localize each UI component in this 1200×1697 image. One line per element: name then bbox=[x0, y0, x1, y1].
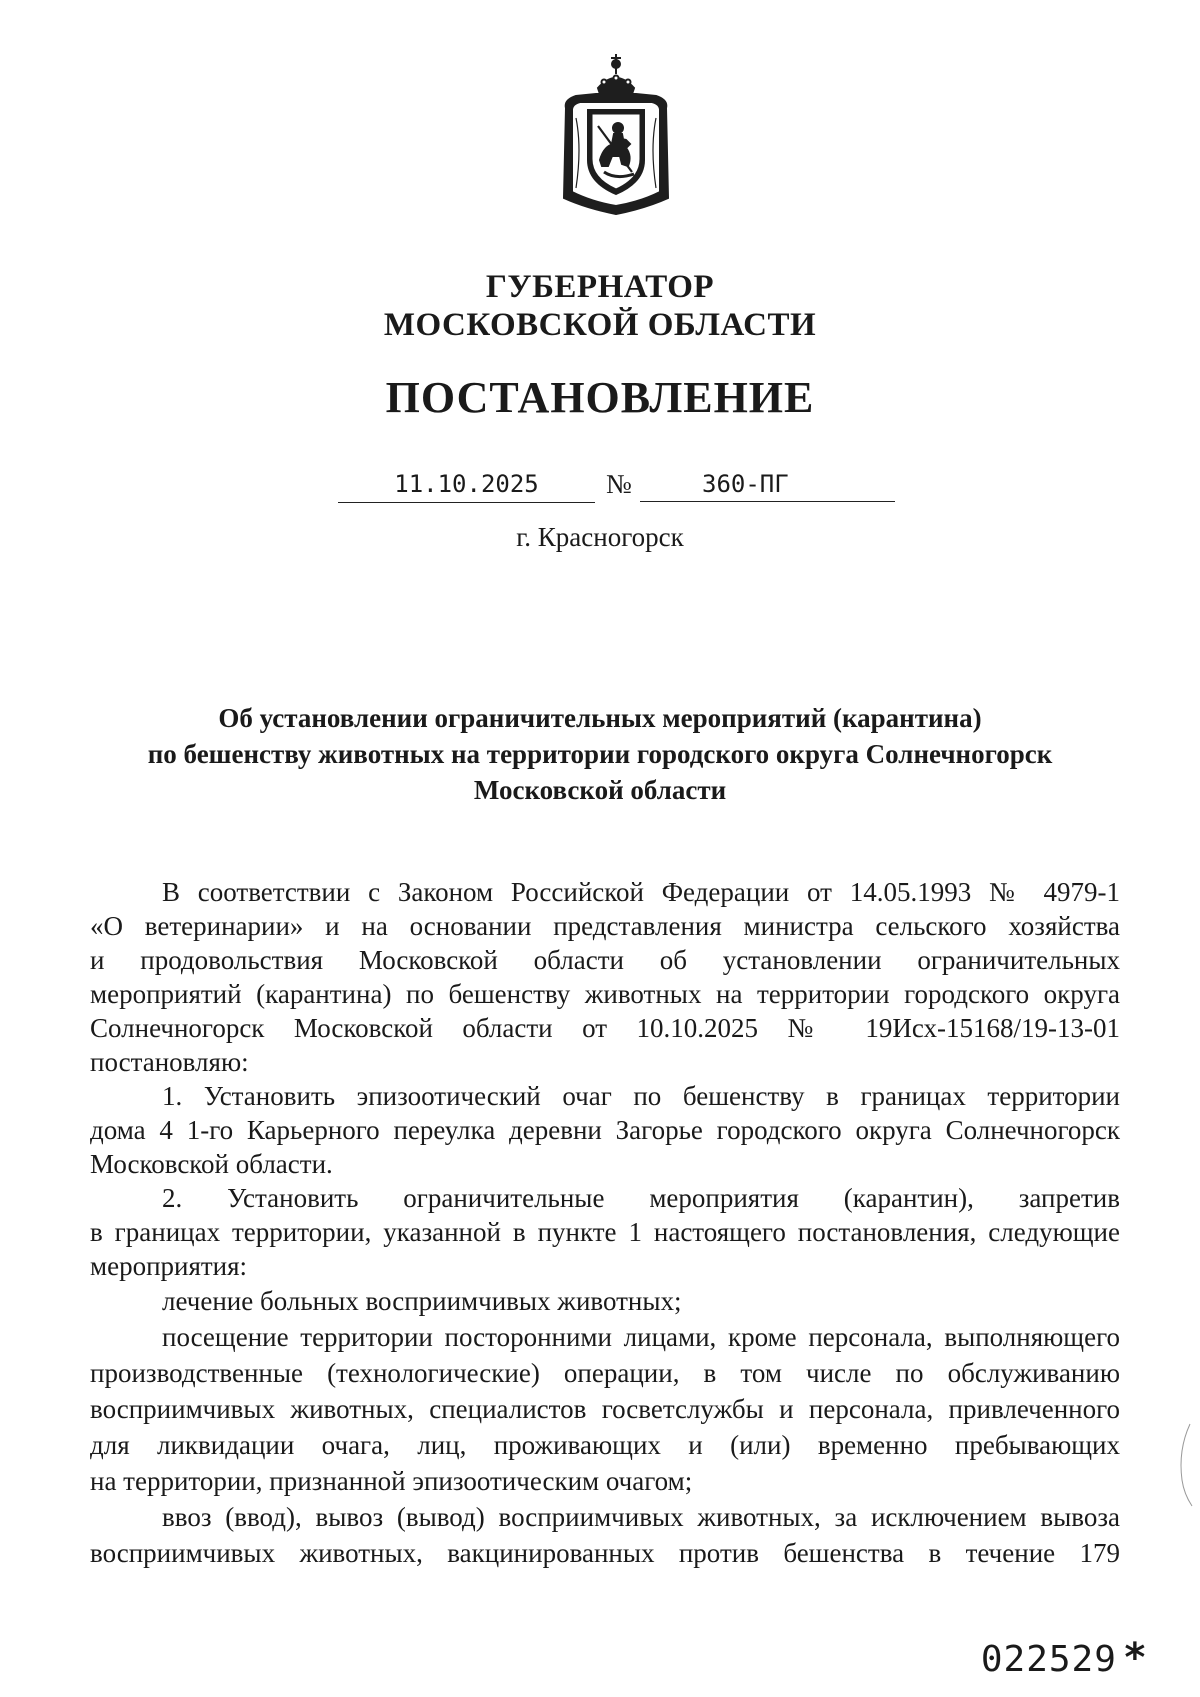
bullet-2-paragraph bbox=[90, 1319, 1120, 1499]
item-1-line: 1. Установить эпизоотический очаг по бешенству в границах территории bbox=[162, 1081, 1120, 1111]
bullet-2-line: на территории, признанной эпизоотическим очагом; bbox=[90, 1466, 693, 1496]
item-1-line: Московской области. bbox=[90, 1149, 333, 1179]
authority-line-1: ГУБЕРНАТОР bbox=[485, 269, 715, 305]
authority-heading bbox=[0, 268, 1200, 344]
preamble-line: мероприятий (карантина) по бешенству животных на территории городского округа bbox=[90, 979, 1120, 1009]
item-2-paragraph bbox=[90, 1181, 1120, 1283]
bullet-2-line: для ликвидации очага, лиц, проживающих и (или) временно пребывающих bbox=[90, 1430, 1120, 1460]
bullet-2-line: восприимчивых животных, специалистов госветслужбы и персонала, привлеченного bbox=[90, 1394, 1120, 1424]
number-sign: № bbox=[606, 469, 632, 499]
scan-artifact-mark bbox=[1172, 1420, 1194, 1510]
bullet-3-paragraph bbox=[90, 1499, 1120, 1571]
bullet-1-line: лечение больных восприимчивых животных; bbox=[162, 1286, 682, 1316]
bullet-3-line: ввоз (ввод), вывоз (вывод) восприимчивых животных, за исключением вывоза bbox=[162, 1502, 1120, 1532]
item-2-line: в границах территории, указанной в пункте 1 настоящего постановления, следующие bbox=[90, 1217, 1120, 1247]
serial-number bbox=[981, 1635, 1148, 1681]
document-type-title: ПОСТАНОВЛЕНИЕ bbox=[385, 373, 815, 422]
document-subject bbox=[0, 700, 1200, 808]
document-number: 360-ПГ bbox=[640, 466, 895, 502]
item-1-paragraph bbox=[90, 1079, 1120, 1181]
preamble-line: «О ветеринарии» и на основании представления министра сельского хозяйства bbox=[90, 911, 1120, 941]
asterisk-mark: * bbox=[1122, 1635, 1148, 1681]
item-1-line: дома 4 1-го Карьерного переулка деревни Загорье городского округа Солнечногорск bbox=[90, 1115, 1120, 1145]
preamble-line: постановляю: bbox=[90, 1047, 249, 1077]
preamble-line: В соответствии с Законом Российской Федерации от 14.05.1993 № 4979-1 bbox=[162, 877, 1120, 907]
registration-line bbox=[0, 466, 1200, 506]
bullet-2-line: посещение территории посторонними лицами, кроме персонала, выполняющего bbox=[162, 1322, 1120, 1352]
document-body bbox=[90, 875, 1120, 1571]
subject-line-2: по бешенству животных на территории городского округа Солнечногорск bbox=[147, 739, 1053, 769]
authority-line-2: МОСКОВСКОЙ ОБЛАСТИ bbox=[383, 307, 817, 343]
serial-digits: 022529 bbox=[980, 1639, 1117, 1680]
item-2-line: 2. Установить ограничительные мероприятия (карантин), запретив bbox=[162, 1183, 1120, 1213]
item-2-line: мероприятия: bbox=[90, 1251, 248, 1281]
subject-line-1: Об установлении ограничительных мероприятий (карантина) bbox=[218, 703, 982, 733]
bullet-1-paragraph bbox=[90, 1283, 1120, 1319]
preamble-line: Солнечногорск Московской области от 10.10.2025 № 19Исх-15168/19-13-01 bbox=[90, 1013, 1120, 1043]
bullet-2-line: производственные (технологические) операции, в том числе по обслуживанию bbox=[90, 1358, 1120, 1388]
coat-of-arms-emblem bbox=[556, 48, 676, 220]
issue-city: г. Красногорск bbox=[516, 522, 684, 552]
preamble-paragraph bbox=[90, 875, 1120, 1079]
preamble-line: и продовольствия Московской области об установлении ограничительных bbox=[90, 945, 1120, 975]
bullet-3-line: восприимчивых животных, вакцинированных против бешенства в течение 179 bbox=[90, 1538, 1120, 1568]
document-date: 11.10.2025 bbox=[338, 466, 595, 503]
subject-line-3: Московской области bbox=[473, 775, 727, 805]
